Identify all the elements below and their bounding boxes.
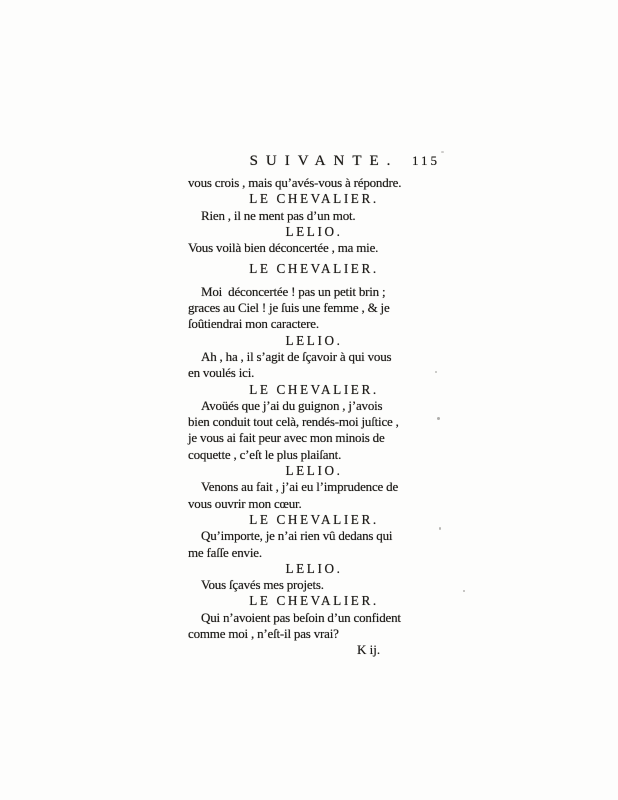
scan-speck: [439, 527, 441, 530]
speaker-heading: LE CHEVALIER.: [249, 593, 379, 609]
scan-speck: [435, 371, 437, 373]
text-line: Vous ſçavés mes projets.: [201, 577, 324, 593]
text-line: Moi déconcertée ! pas un petit brin ;: [201, 283, 386, 299]
page-header: [188, 152, 440, 173]
scan-speck: [463, 590, 465, 592]
text-line: bien conduit tout celà, rendés-moi juſtice ,: [188, 414, 399, 430]
scan-speck: [437, 417, 440, 420]
text-line: en voulés ici.: [188, 365, 255, 381]
text-line: Ah , ha , il s’agit de ſçavoir à qui vous: [201, 348, 392, 364]
speaker-heading: LELIO.: [285, 332, 343, 348]
text-line: vous crois , mais qu’avés-vous à répondre.: [188, 175, 402, 190]
text-line: Vous voilà bien déconcertée , ma mie.: [188, 240, 379, 256]
text-line: je vous ai fait peur avec mon minois de: [188, 430, 385, 446]
signature-mark: K ij.: [357, 642, 381, 658]
speaker-heading: LE CHEVALIER.: [249, 511, 379, 527]
speaker-heading: LELIO.: [285, 560, 343, 576]
speaker-heading: LE CHEVALIER.: [249, 381, 379, 397]
page-number: 115: [411, 153, 440, 168]
running-title: SUIVANTE.: [249, 153, 399, 169]
text-line: Venons au fait , j’ai eu l’imprudence de: [201, 479, 399, 495]
text-line: Qu’importe, je n’ai rien vû dedans qui: [201, 528, 393, 544]
page-text-block: [188, 152, 440, 659]
page-lines: [188, 175, 440, 642]
text-line: vous ouvrir mon cœur.: [188, 495, 302, 511]
text-line: me faſſe envie.: [188, 544, 262, 560]
text-line: Rien , il ne ment pas d’un mot.: [201, 207, 356, 223]
text-line: graces au Ciel ! je ſuis une femme , & je: [188, 300, 390, 316]
text-line: coquette , c’eſt le plus plaiſant.: [188, 446, 342, 462]
speaker-heading: LELIO.: [285, 463, 343, 479]
speaker-heading: LELIO.: [285, 223, 343, 239]
text-line: ſoûtiendrai mon caractere.: [188, 316, 319, 332]
scan-speck: [441, 151, 444, 153]
text-line: Avoüés que j’ai du guignon , j’avois: [201, 397, 383, 413]
speaker-heading: LE CHEVALIER.: [249, 261, 379, 277]
text-line: comme moi , n’eſt-il pas vrai?: [188, 626, 339, 642]
text-line: Qui n’avoient pas beſoin d’un confident: [201, 609, 401, 625]
speaker-heading: LE CHEVALIER.: [249, 191, 379, 207]
